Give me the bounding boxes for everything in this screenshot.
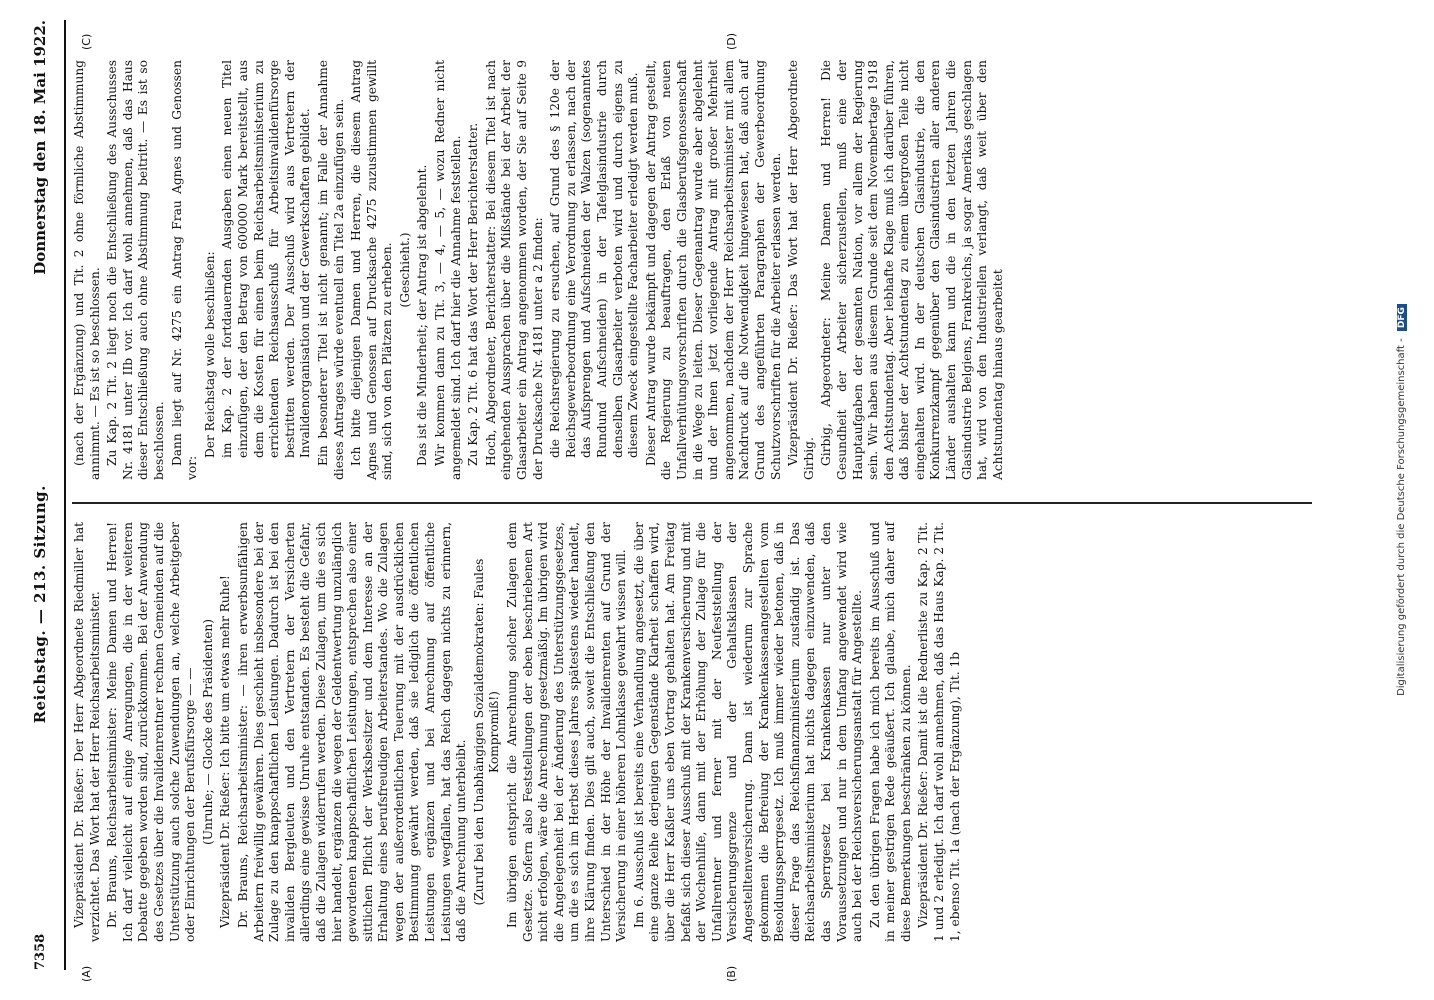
paragraph: Wir kommen dann zu Tit. 3, — 4, — 5, — wozu Redner nicht angemeldet sind. Ich darf hier die Annahme feststellen. <box>433 60 463 480</box>
funding-note: Digitalisierung gefördert durch die Deutsche Forschungsgemeinschaft - <box>1396 338 1407 696</box>
paragraph: Dieser Antrag wurde bekämpft und dagegen der Antrag gestellt, die Regierung zu beauftragen, den Erlaß von neuen Unfallverhütungsvorschriften durch die Glasberufsgenossenschaft in die Wege zu leiten. Dieser Gegenantrag wurde aber abgelehnt und der Ihnen jetzt vorliegende Antrag mit großer Mehrheit angenommen, nachdem der Herr Reichsarbeitsminister mit allem Nachdruck auf die Notwendigkeit hingewiesen hat, daß auch auf Grund des angeführten Paragraphen der Gewerbeordnung Schutzvorschriften für die Arbeiter erlassen werden. <box>643 60 783 480</box>
margin-mark-b: (B) <box>725 965 738 982</box>
motion-text: die Reichsregierung zu ersuchen, auf Grund des § 120e der Reichsgewerbeordnung eine Verordnung zu erlassen, nach der das Aufsprengen und Aufschneiden der Walzen (sogenanntes Rundund Aufschneiden) in der Tafelglasindustrie durch denselben Glasarbeiter verboten wird und durch eigens zu diesem Zweck eingestellte Facharbeiter erledigt werden muß. <box>548 60 641 458</box>
paragraph: Girbig, Abgeordneter: Meine Damen und Herren! Die Gesundheit der Arbeiter sicherzustellen, muß eine der Hauptaufgaben der gesamten Nation, vor allem der Regierung sein. Wir haben aus diesem Grunde seit dem Novembertage 1918 den Achtstundentag. Aber lebhafte Klage muß ich darüber führen, daß bisher der Achtstundentag zu einem übergroßen Teile nicht eingehalten wird. In der deutschen Glasindustrie, die den Konkurrenzkampf gegenüber den Glasindustrien aller anderen Länder aushalten kann und die in den letzten Jahren die Glasindustrie Belgiens, Frankreichs, ja sogar Amerikas geschlagen hat, wird von den Industriellen verlangt, daß weit über den Achtstundentag hinaus gearbeitet <box>819 60 1005 480</box>
session-date: Donnerstag den 18. Mai 1922. <box>31 20 49 275</box>
page-title: Reichstag. — 213. Sitzung. <box>31 485 49 724</box>
page-header <box>16 20 66 970</box>
dfg-logo: DFG <box>1397 304 1407 331</box>
paragraph: Dr. Brauns, Reichsarbeitsminister: Meine Damen und Herren! Ich darf vielleicht auf einige Anregungen, die in der weiteren Debatte gegeben worden sind, zurückkommen. Bei der Anwendung des Gesetzes über die Invalidenrentner rechnen Gemeinden auf die Unterstützung auch solche Zuwendungen an, welche Arbeitgeber oder Einrichtungen der Berufsfürsorge — — <box>105 522 198 942</box>
motion-text: im Kap. 2 der fortdauernden Ausgaben einen neuen Titel einzufügen, der den Betrag von 600000 Mark bereitstellt, aus dem die Kosten für einen beim Reichsarbeitsministerium zu errichtenden Reichsausschuß für Arbeitsinvalidenfürsorge bestritten werden. Der Ausschuß wird aus Vertretern der Invalidenorganisation und der Gewerkschaften gebildet. <box>220 60 313 458</box>
motion-intro: Der Reichstag wolle beschließen: <box>202 251 217 458</box>
margin-mark-c: (C) <box>80 33 93 50</box>
column-divider <box>72 502 1312 504</box>
paragraph: (nach der Ergänzung) und Tit. 2 ohne förmliche Abstimmung annimmt. — Es ist so beschlossen. <box>72 60 102 480</box>
paragraph: Ich bitte diejenigen Damen und Herren, die diesem Antrag Agnes und Genossen auf Drucksache 4275 zuzustimmen gewillt sind, sich von den Plätzen zu erheben. <box>349 60 395 480</box>
right-column <box>72 60 1292 480</box>
digitization-note <box>1396 0 1407 1000</box>
paragraph: Vizepräsident Dr. Rießer: Ich bitte um etwas mehr Ruhe! <box>218 575 233 928</box>
interjection: (Unruhe; — Glocke des Präsidenten) <box>200 618 215 846</box>
paragraph: Das ist die Minderheit; der Antrag ist abgelehnt. <box>415 164 430 466</box>
interjection: (Zuruf bei den Unabhängigen Sozialdemokraten: Faules Kompromiß!) <box>471 558 502 906</box>
paragraph: Ein besonderer Titel ist nicht genannt; im Falle der Annahme dieses Antrages würde eventuell ein Titel 2a einzufügen sein. <box>315 60 346 480</box>
paragraph: Zu Kap. 2 Tit. 2 liegt noch die Entschließung des Ausschusses Nr. 4181 unter IIb vor. Ich darf wohl annehmen, daß das Haus dieser Entschließung auch ohne Abstimmung beitritt. — Es ist so beschlossen. <box>105 60 166 480</box>
margin-mark-d: (D) <box>725 32 738 50</box>
paragraph: Zu Kap. 2 Tit. 6 hat das Wort der Herr Berichterstatter. <box>466 122 481 466</box>
interjection: (Geschieht.) <box>397 232 412 308</box>
paragraph: Zu den übrigen Fragen habe ich mich bereits im Ausschuß und in meiner gestrigen Rede geäußert. Ich glaube, mich daher auf diese Bemerkungen beschränken zu können. <box>867 522 913 942</box>
paragraph: Vizepräsident Dr. Rießer: Das Wort hat der Herr Abgeordnete Girbig. <box>786 60 816 480</box>
paragraph: Dann liegt auf Nr. 4275 ein Antrag Frau Agnes und Genossen vor: <box>169 60 200 480</box>
page-number: 7358 <box>32 933 48 970</box>
paragraph: Im übrigen entspricht die Anrechnung solcher Zulagen dem Gesetze. Sofern also Feststellungen der eben beschriebenen Art nicht erfolgen, wäre die Anrechnung gesetzmäßig. Im übrigen wird die Angelegenheit bei der Änderung des Unterstützungsgesetzes, um die es sich im Herbst dieses Jahres spätestens wieder handelt, ihre Klärung finden. Dies gilt auch, soweit die Entschließung den Unterschied in der Höhe der Invalidenrenten auf Grund der Versicherung in einer höheren Lohnklasse gewahrt wissen will. <box>505 522 629 942</box>
left-column <box>72 522 1292 942</box>
paragraph: Vizepräsident Dr. Rießer: Damit ist die Rednerliste zu Kap. 2 Tit. 1 und 2 erledigt. Ich darf wohl annehmen, daß das Haus Kap. 2 Tit. 1, ebenso Tit. 1a (nach der Ergänzung), Tit. 1b <box>916 522 962 942</box>
paragraph: Im 6. Ausschuß ist bereits eine Verhandlung angesetzt, die über eine ganze Reihe derjenigen Gegenstände Klarheit schaffen wird, über die Herr Kaßler uns eben Vortrag gehalten hat. Am Freitag befaßt sich dieser Ausschuß mit der Krankenversicherung und mit der Wochenhilfe, dann mit der Erhöhung der Zulage für die Unfallrentner und ferner mit der Neufeststellung der Versicherungsgrenze und der Gehaltsklassen der Angestelltenversicherung. Dann ist wiederum zur Sprache gekommen die Befreiung der Krankenkassenangestellten vom Besoldungssperrgesetz. Ich muß immer wieder betonen, daß in dieser Frage das Reichsfinanzministerium zuständig ist. Das Reichsarbeitsministerium hat nichts dagegen einzuwenden, daß das Sperrgesetz bei Krankenkassen nur unter den Voraussetzungen und nur in dem Umfang angewendet wird wie auch bei der Reichsversicherungsanstalt für Angestellte. <box>631 522 865 942</box>
paragraph: Vizepräsident Dr. Rießer: Der Herr Abgeordnete Riedmiller hat verzichtet. Das Wort hat der Herr Reichsarbeitsminister. <box>72 522 102 942</box>
paragraph: Hoch, Abgeordneter, Berichterstatter: Bei diesem Titel ist nach eingehenden Aussprachen über die Mißstände bei der Arbeit der Glasarbeiter ein Antrag angenommen worden, der Sie auf Seite 9 der Drucksache Nr. 4181 unter a 2 finden: <box>483 60 545 480</box>
margin-mark-a: (A) <box>80 965 93 982</box>
paragraph: Dr. Brauns, Reichsarbeitsminister: — ihren erwerbsunfähigen Arbeitern freiwillig gewähren. Dies geschieht insbesondere bei der Zulage zu den knappschaftlichen Leistungen. Dadurch ist bei den invaliden Bergleuten und den Vertretern der Versicherten allerdings eine gewisse Unruhe entstanden. Es besteht die Gefahr, daß die Zulagen widerrufen werden. Diese Zulagen, um die es sich hier handelt, ergänzen die wegen der Geldentwertung unzulänglich gewordenen knappschaftlichen Leistungen, entsprechen also einer sittlichen Pflicht der Werksbesitzer und dem Interesse an der Erhaltung eines berufsfreudigen Arbeiterstandes. Wo die Zulagen wegen der außerordentlichen Teuerung mit der ausdrücklichen Bestimmung gewährt werden, daß sie lediglich die öffentlichen Leistungen ergänzen und bei Anrechnung auf öffentliche Leistungen wegfallen, hat das Reich dagegen nichts zu erinnern, daß die Anrechnung unterbleibt. <box>235 522 469 942</box>
